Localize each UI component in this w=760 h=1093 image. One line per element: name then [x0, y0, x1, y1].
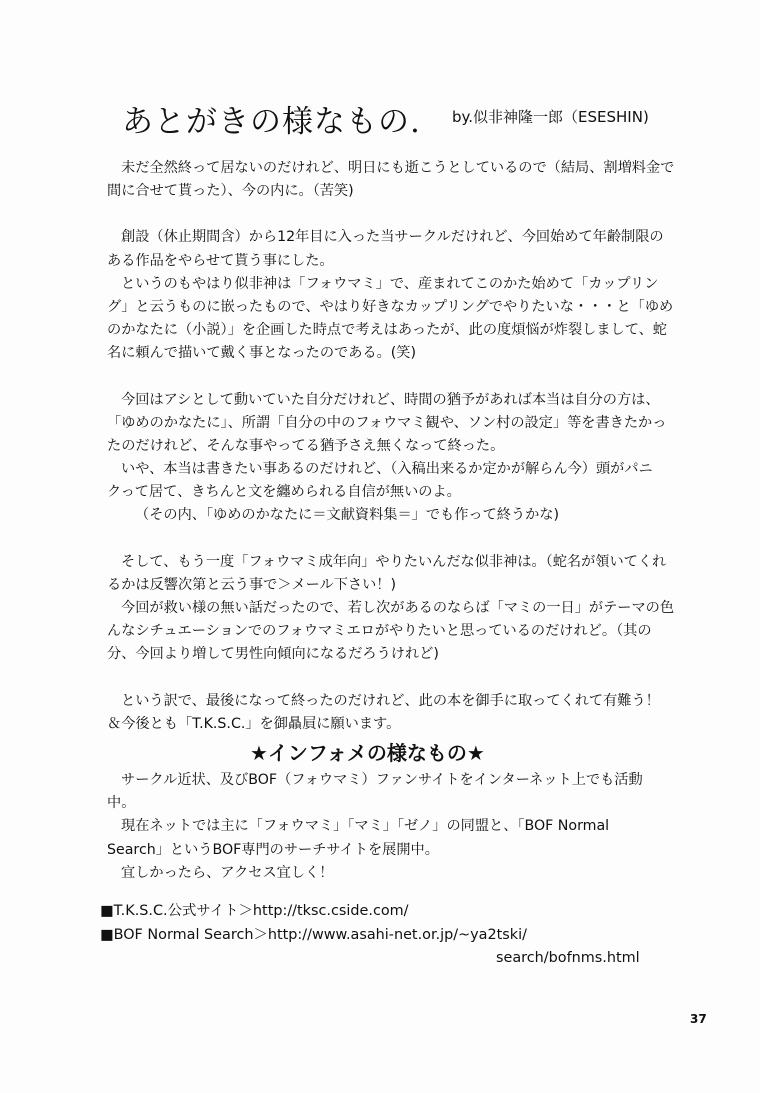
text-line: という訳で、最後になって終ったのだけれど、此の本を御手に取ってくれて有難う！	[121, 692, 660, 709]
text-line: サークル近状、及びBOF（フォウマミ）ファンサイトをインターネット上でも活動	[121, 772, 643, 788]
text-line: 今回はアシとして動いていた自分だけれど、時間の猶予があれば本当は自分の方は、	[121, 391, 660, 408]
text-line: 今回が救い様の無い話だったので、若し次があるのならば「マミの一日」がテーマの色	[121, 600, 675, 616]
text-line: というのもやはり似非神は「フォウマミ」で、産まれてこのかた始めて「カップリン	[121, 275, 659, 292]
text-line: 中。	[107, 795, 136, 812]
info-section-body	[107, 769, 707, 885]
text-line: クって居て、きちんと文を纏められる自信が無いのよ。	[107, 484, 461, 501]
paragraph-gap	[107, 366, 707, 389]
text-line: 宜しかったら、アクセス宜しく！	[121, 864, 334, 881]
author-byline: by.似非神隆一郎（ESESHIN)	[452, 108, 649, 126]
text-line: 分、今回より増して男性向傾向になるだろうけれど)	[107, 646, 439, 663]
page-title: あとがきの様なもの.	[122, 104, 421, 140]
text-line: グ」と云うものに嵌ったもので、やはり好きなカップリングでやりたいな・・・と「ゆめ	[107, 298, 674, 315]
text-line: たのだけれど、そんな事やってる猶予さえ無くなって終った。	[107, 437, 505, 454]
page-number: 37	[690, 1012, 707, 1026]
text-line: （その内、「ゆめのかなたに＝文献資料集＝」でも作って終うかな)	[135, 507, 560, 524]
paragraph-gap	[107, 528, 707, 551]
text-line: 「ゆめのかなたに」、所謂「自分の中のフォウマミ観や、ソン村の設定」等を書きたかっ	[107, 414, 667, 431]
links-list	[100, 900, 700, 971]
text-line: 創設（休止期間含）から12年目に入った当サークルだけれど、今回始めて年齢制限の	[121, 229, 664, 246]
text-line: 未だ全然終って居ないのだけれど、明日にも逝こうとしているので（結局、割増料金で	[121, 160, 675, 176]
text-line: るかは反響次第と云う事で＞メール下さい！)	[107, 576, 397, 593]
text-line: 名に頼んで描いて戴く事となったのである。(笑)	[107, 345, 417, 362]
search-site-link: ■BOF Normal Search＞http://www.asahi-net.or.jp/~ya2tski/	[100, 926, 527, 943]
text-line: ある作品をやらせて貰う事にした。	[107, 252, 334, 269]
text-line: のかなたに（小説）」を企画した時点で考えはあったが、此の度煩悩が炸裂しまして、蛇	[107, 322, 667, 339]
paragraph-gap	[107, 203, 707, 226]
text-line: ＆今後とも「T.K.S.C.」を御贔屓に願います。	[107, 715, 401, 732]
text-line: 間に合せて貰った）、今の内に。（苦笑)	[107, 183, 354, 200]
info-section-title: ★インフォメの様なもの★	[250, 741, 485, 765]
official-site-link: ■T.K.S.C.公式サイト＞http://tksc.cside.com/	[100, 903, 409, 919]
afterword-body	[107, 157, 707, 736]
paragraph-gap	[107, 667, 707, 690]
text-line: そして、もう一度「フォウマミ成年向」やりたいんだな似非神は。（蛇名が領いてくれ	[121, 553, 667, 570]
text-line: 現在ネットでは主に「フォウマミ」「マミ」「ゼノ」の同盟と、「BOF Normal	[121, 818, 610, 835]
text-line: いや、本当は書きたい事あるのだけれど、（入稿出来るか定かが解らん今）頭がパニ	[121, 461, 653, 478]
search-site-link-continued: search/bofnms.html	[496, 950, 640, 966]
text-line: Search」というBOF専門のサーチサイトを展開中。	[107, 841, 439, 858]
text-line: んなシチュエーションでのフォウマミエロがやりたいと思っているのだけれど。（其の	[107, 623, 652, 640]
title-row	[122, 96, 722, 146]
